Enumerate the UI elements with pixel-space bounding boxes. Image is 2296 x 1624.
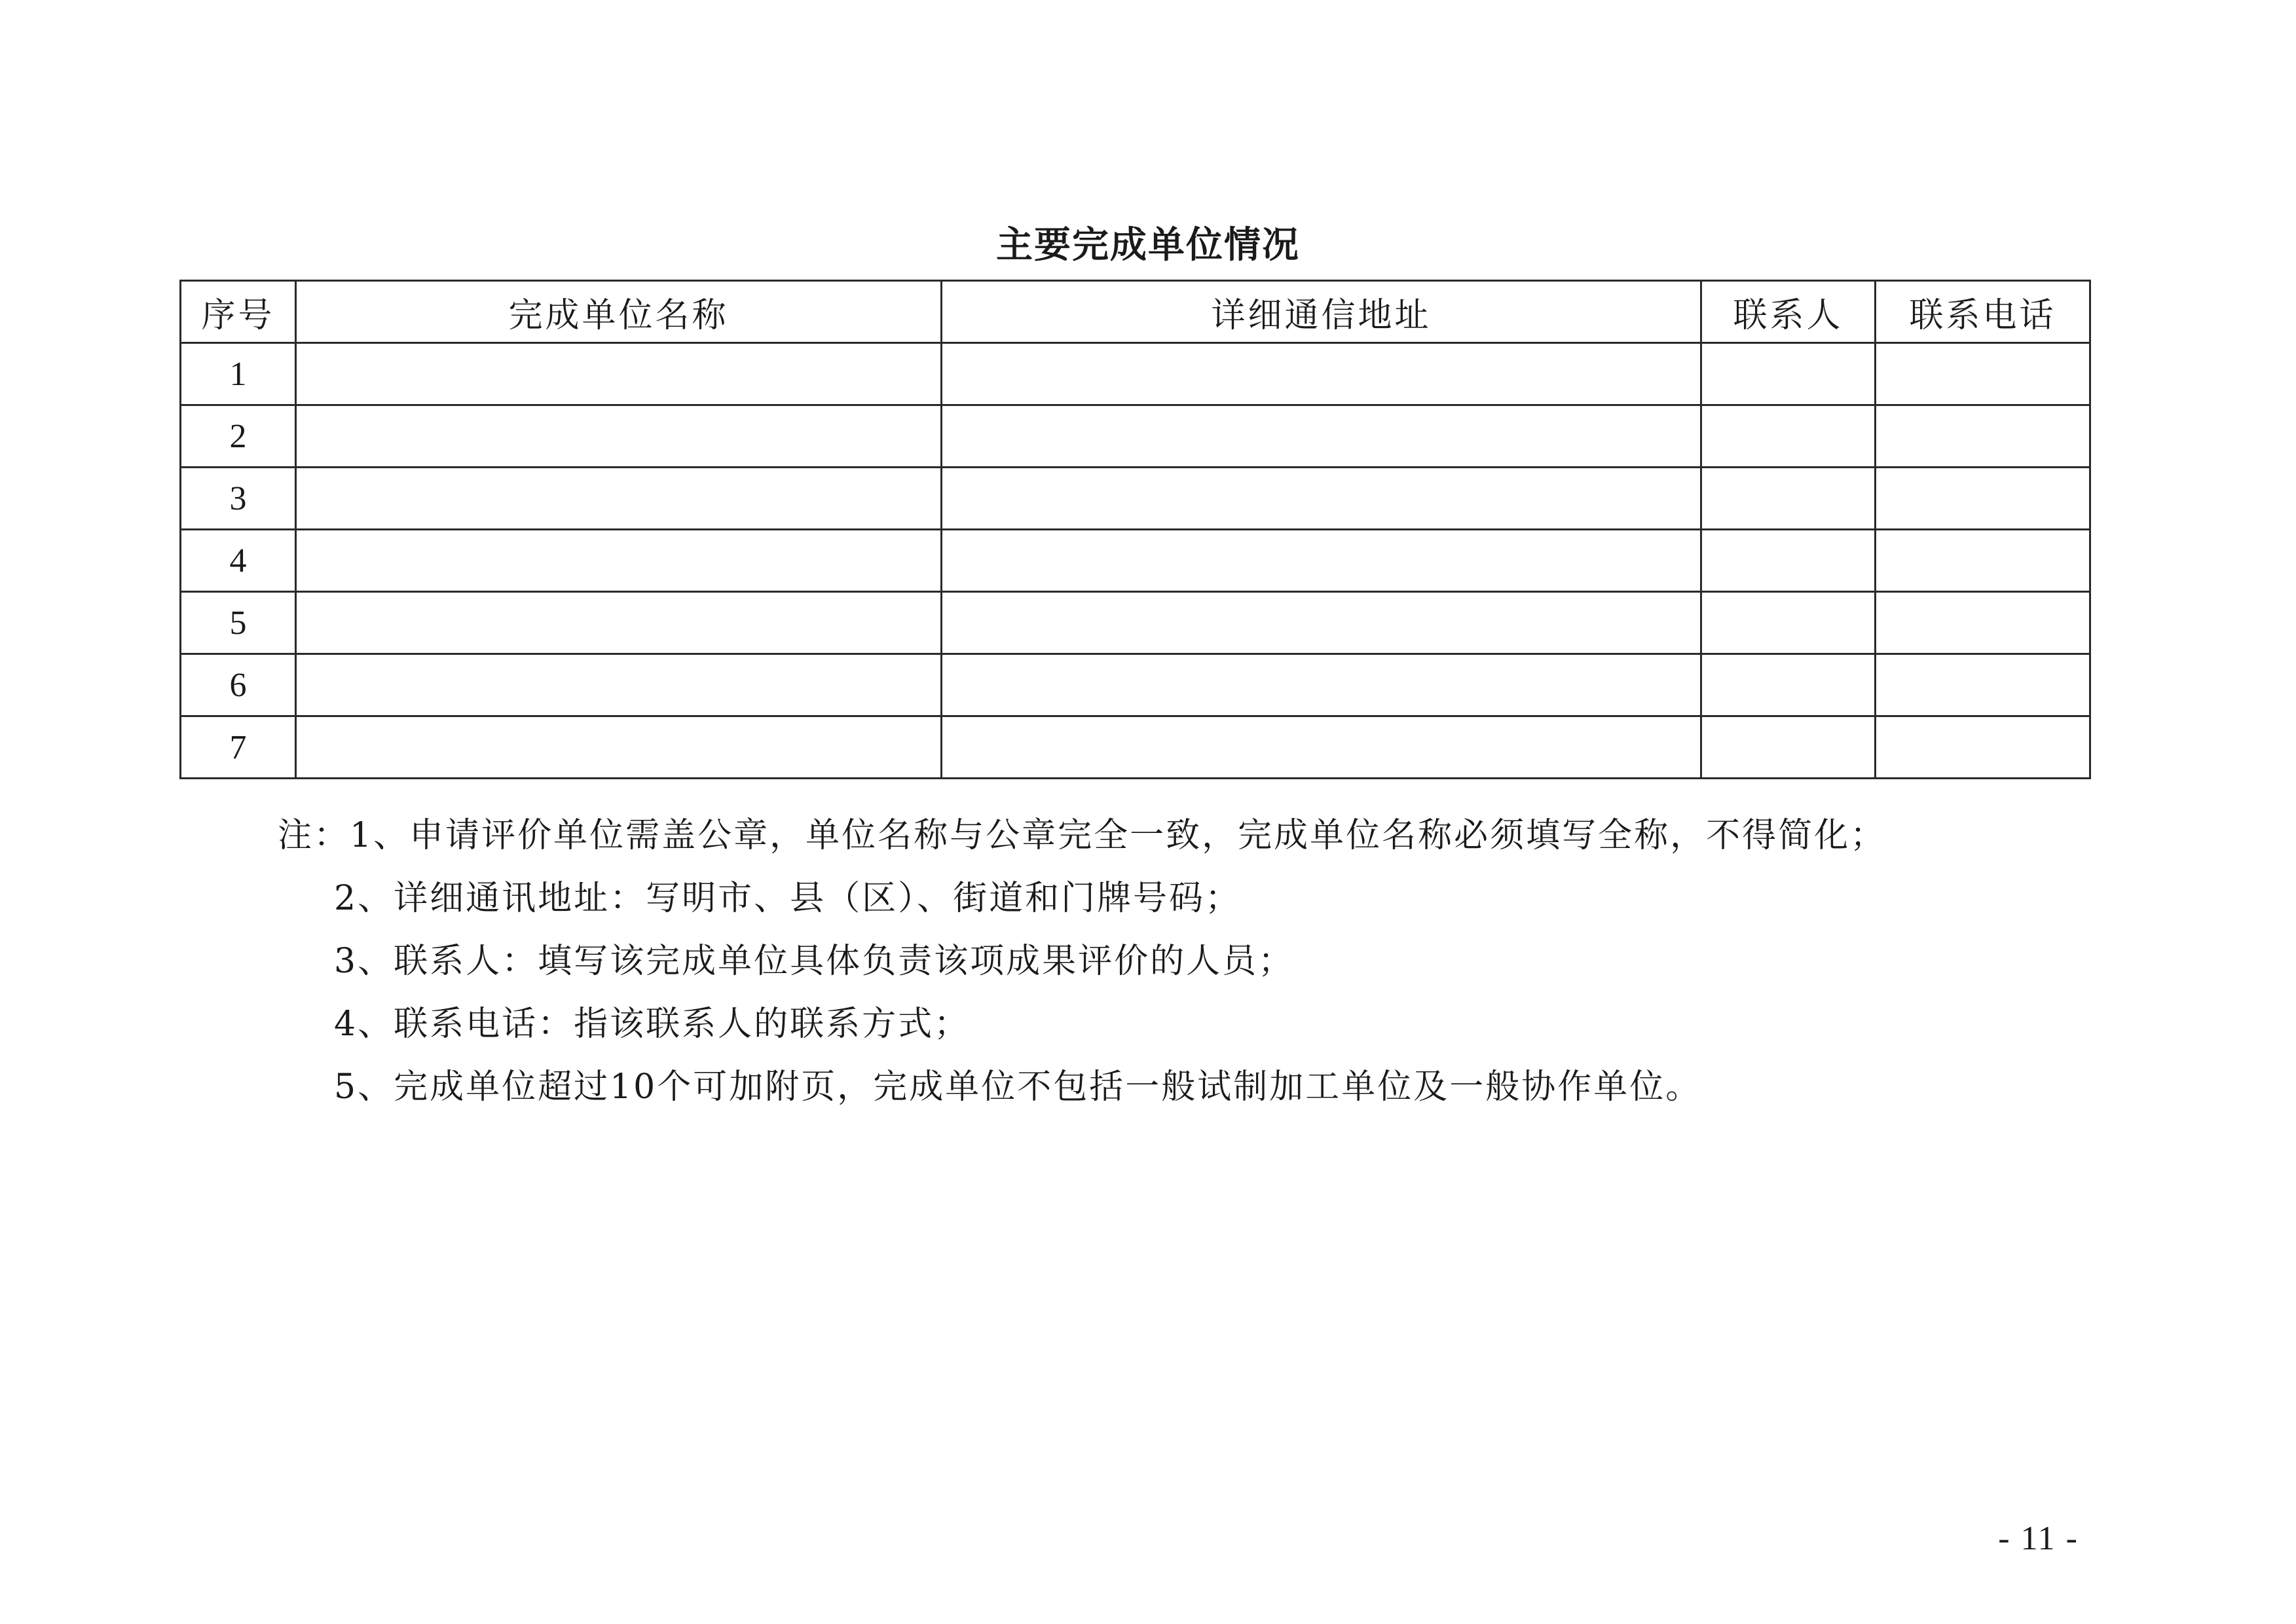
address-cell[interactable] xyxy=(942,343,1701,405)
table-row xyxy=(181,716,2090,779)
page-title: 主要完成单位情况 xyxy=(996,223,1300,267)
unit-name-cell[interactable] xyxy=(296,530,942,592)
header-address: 详细通信地址 xyxy=(942,281,1701,343)
address-cell[interactable] xyxy=(942,405,1701,468)
phone-cell[interactable] xyxy=(1876,592,2090,654)
unit-name-cell[interactable] xyxy=(296,343,942,405)
contact-cell[interactable] xyxy=(1701,592,1876,654)
completion-units-table xyxy=(179,280,2091,779)
phone-cell[interactable] xyxy=(1876,716,2090,779)
row-seq: 5 xyxy=(181,592,296,654)
table-row xyxy=(181,468,2090,530)
table-row xyxy=(181,405,2090,468)
address-cell[interactable] xyxy=(942,530,1701,592)
contact-cell[interactable] xyxy=(1701,530,1876,592)
header-unit-name: 完成单位名称 xyxy=(296,281,942,343)
contact-cell[interactable] xyxy=(1701,716,1876,779)
table-row xyxy=(181,343,2090,405)
note-item: 4、联系电话：指该联系人的联系方式； xyxy=(334,1005,971,1044)
phone-cell[interactable] xyxy=(1876,468,2090,530)
header-phone: 联系电话 xyxy=(1876,281,2090,343)
row-seq: 6 xyxy=(181,654,296,716)
phone-cell[interactable] xyxy=(1876,343,2090,405)
table-header-row xyxy=(181,281,2090,343)
phone-cell[interactable] xyxy=(1876,405,2090,468)
unit-name-cell[interactable] xyxy=(296,592,942,654)
note-item: 注：1、申请评价单位需盖公章，单位名称与公章完全一致，完成单位名称必须填写全称，不得简化； xyxy=(278,816,1887,855)
row-seq: 3 xyxy=(181,468,296,530)
note-item: 2、详细通讯地址：写明市、县（区）、街道和门牌号码； xyxy=(334,879,1242,918)
table-row xyxy=(181,654,2090,716)
notes-section xyxy=(278,804,1886,1118)
address-cell[interactable] xyxy=(942,716,1701,779)
address-cell[interactable] xyxy=(942,654,1701,716)
unit-name-cell[interactable] xyxy=(296,405,942,468)
phone-cell[interactable] xyxy=(1876,654,2090,716)
table-row xyxy=(181,592,2090,654)
unit-name-cell[interactable] xyxy=(296,716,942,779)
unit-name-cell[interactable] xyxy=(296,654,942,716)
contact-cell[interactable] xyxy=(1701,405,1876,468)
row-seq: 4 xyxy=(181,530,296,592)
address-cell[interactable] xyxy=(942,468,1701,530)
note-item: 5、完成单位超过10个可加附页，完成单位不包括一般试制加工单位及一般协作单位。 xyxy=(334,1067,1702,1107)
header-contact: 联系人 xyxy=(1701,281,1876,343)
header-seq: 序号 xyxy=(181,281,296,343)
row-seq: 7 xyxy=(181,716,296,779)
address-cell[interactable] xyxy=(942,592,1701,654)
table-row xyxy=(181,530,2090,592)
note-item: 3、联系人：填写该完成单位具体负责该项成果评价的人员； xyxy=(334,942,1295,981)
row-seq: 1 xyxy=(181,343,296,405)
unit-name-cell[interactable] xyxy=(296,468,942,530)
contact-cell[interactable] xyxy=(1701,654,1876,716)
phone-cell[interactable] xyxy=(1876,530,2090,592)
page-number: - 11 - xyxy=(1998,1520,2079,1557)
contact-cell[interactable] xyxy=(1701,468,1876,530)
contact-cell[interactable] xyxy=(1701,343,1876,405)
row-seq: 2 xyxy=(181,405,296,468)
